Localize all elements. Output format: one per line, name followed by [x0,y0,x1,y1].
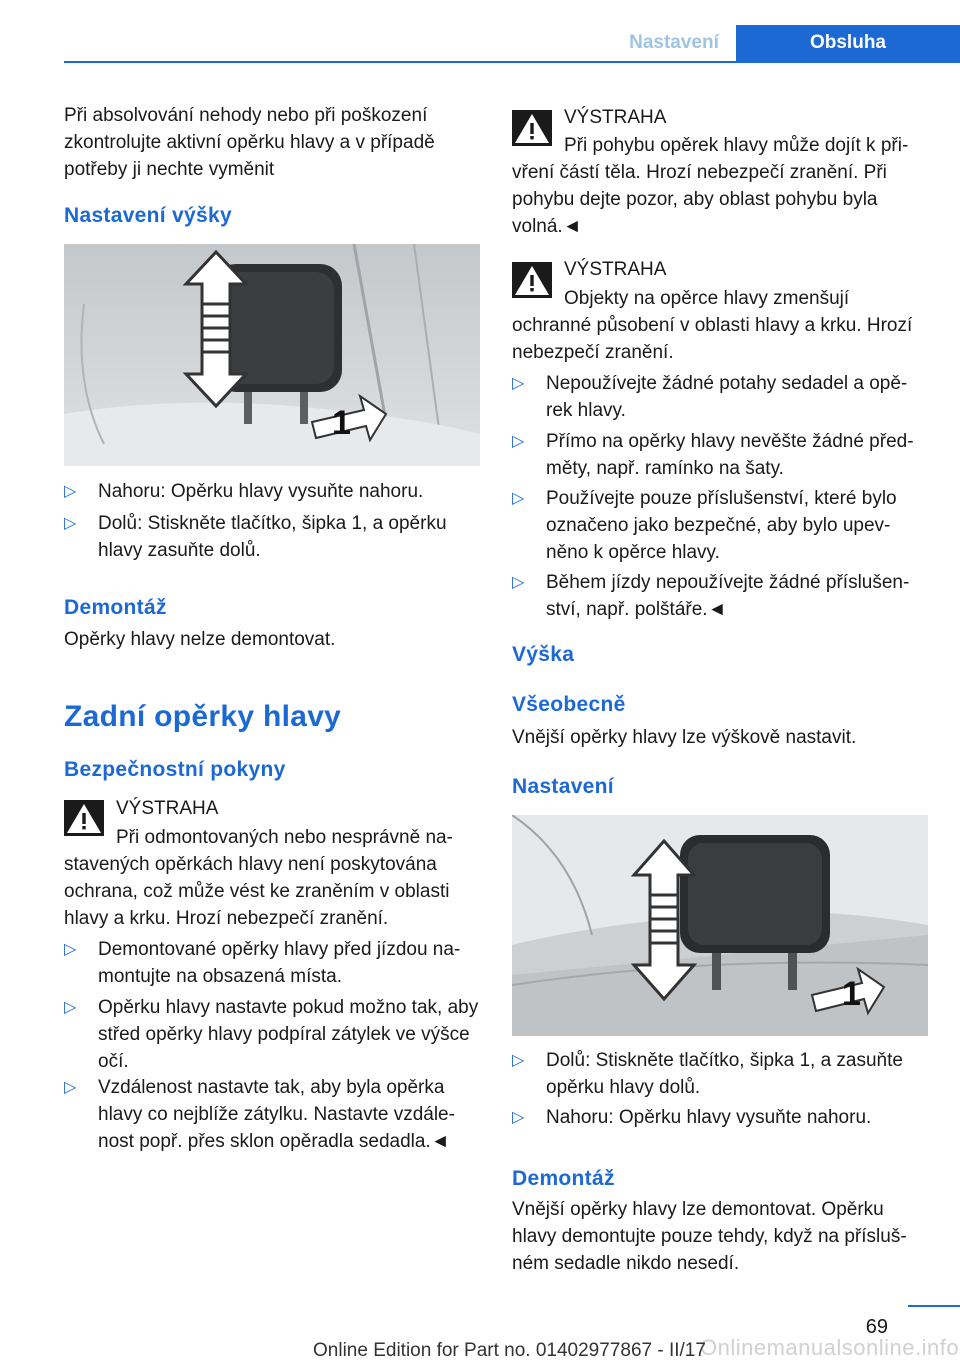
page-header [0,0,960,62]
warning-title: VÝSTRAHA [116,798,219,819]
list-item-text: Opěrku hlavy nastavte pokud možno tak, aby střed opěrky hlavy podpíral zátylek ve výšce očí. [98,997,479,1072]
figure-callout-1: 1 [332,404,351,442]
header-rule [64,61,960,63]
rear-headrest-figure [512,815,928,1036]
triangle-bullet-icon: ▷ [512,375,525,392]
section-title: Zadní opěrky hlavy [64,700,342,733]
triangle-bullet-icon: ▷ [64,483,77,500]
removal-text: Vnější opěrky hlavy lze demontovat. Opěrku hlavy demontujte pouze tehdy, když na přísluš-ném sedadle nikdo nesedí. [512,1199,907,1274]
list-item-text: Během jízdy nepoužívejte žádné příslušen-ství, např. polštáře.◄ [546,572,910,620]
heading-removal: Demontáž [64,596,167,619]
heading-general: Všeobecně [512,693,626,716]
list-item-text: Demontované opěrky hlavy před jízdou na-montujte na obsazená místa. [98,939,461,987]
heading-setting: Nastavení [512,775,614,798]
triangle-bullet-icon: ▷ [512,574,525,591]
list-item-text: Dolů: Stiskněte tlačítko, šipka 1, a opěrku hlavy zasuňte dolů. [98,513,447,561]
list-item-text: Nahoru: Opěrku hlavy vysuňte nahoru. [546,1107,872,1128]
general-text: Vnější opěrky hlavy lze výškově nastavit. [512,727,857,748]
list-item-text: Nahoru: Opěrku hlavy vysuňte nahoru. [98,481,424,502]
watermark: Onlinemanualsonline.info [700,1335,960,1360]
triangle-bullet-icon: ▷ [64,1079,77,1096]
figure-callout-1: 1 [842,975,861,1013]
heading-removal: Demontáž [512,1167,615,1190]
triangle-bullet-icon: ▷ [512,433,525,450]
triangle-bullet-icon: ▷ [512,1109,525,1126]
edition-text: Online Edition for Part no. 01402977867 - II/17 [313,1340,706,1361]
list-item-text: Používejte pouze příslušenství, které bylo označeno jako bezpečné, aby bylo upev-něno k opěrce hlavy. [546,488,897,563]
list-item-text: Přímo na opěrky hlavy nevěšte žádné před-měty, např. ramínko na šaty. [546,431,914,479]
list-item-text: Nepoužívejte žádné potahy sedadel a opě-rek hlavy. [546,373,908,421]
heading-height: Výška [512,643,575,666]
rear-headrest-illustration [512,815,928,1036]
warning-title: VÝSTRAHA [564,107,667,128]
warning-text: Při odmontovaných nebo nesprávně na-stavených opěrkách hlavy není poskytována ochrana, což může vést ke zraněním v oblasti hlavy a krku. Hrozí nebezpečí zranění. [64,827,453,929]
heading-safety: Bezpečnostní pokyny [64,758,286,781]
triangle-bullet-icon: ▷ [64,999,77,1016]
warning-text: Při pohybu opěrek hlavy může dojít k při-vření částí těla. Hrozí nebezpečí zranění. Při pohybu dejte pozor, aby oblast pohybu byla volná.◄ [512,135,909,237]
triangle-bullet-icon: ▷ [512,1052,525,1069]
footer-rule [908,1305,960,1307]
tab-obsluha[interactable]: Obsluha [736,25,960,61]
front-headrest-illustration [64,244,480,466]
triangle-bullet-icon: ▷ [64,515,77,532]
front-headrest-figure [64,244,480,466]
warning-text: Objekty na opěrce hlavy zmenšují ochranné působení v oblasti hlavy a krku. Hrozí nebezpečí zranění. [512,288,913,363]
tab-nastaveni[interactable]: Nastavení [612,25,736,61]
triangle-bullet-icon: ▷ [512,490,525,507]
heading-height-setting: Nastavení výšky [64,204,232,227]
triangle-bullet-icon: ▷ [64,941,77,958]
warning-title: VÝSTRAHA [564,259,667,280]
removal-text: Opěrky hlavy nelze demontovat. [64,629,336,650]
list-item-text: Dolů: Stiskněte tlačítko, šipka 1, a zasuňte opěrku hlavy dolů. [546,1050,903,1098]
intro-text: Při absolvování nehody nebo při poškození zkontrolujte aktivní opěrku hlavy a v případě potřeby ji nechte vyměnit [64,105,435,180]
page-number: 69 [865,1316,888,1338]
list-item-text: Vzdálenost nastavte tak, aby byla opěrka hlavy co nejblíže zátylku. Nastavte vzdále-nost popř. přes sklon opěradla sedadla.◄ [98,1077,455,1152]
